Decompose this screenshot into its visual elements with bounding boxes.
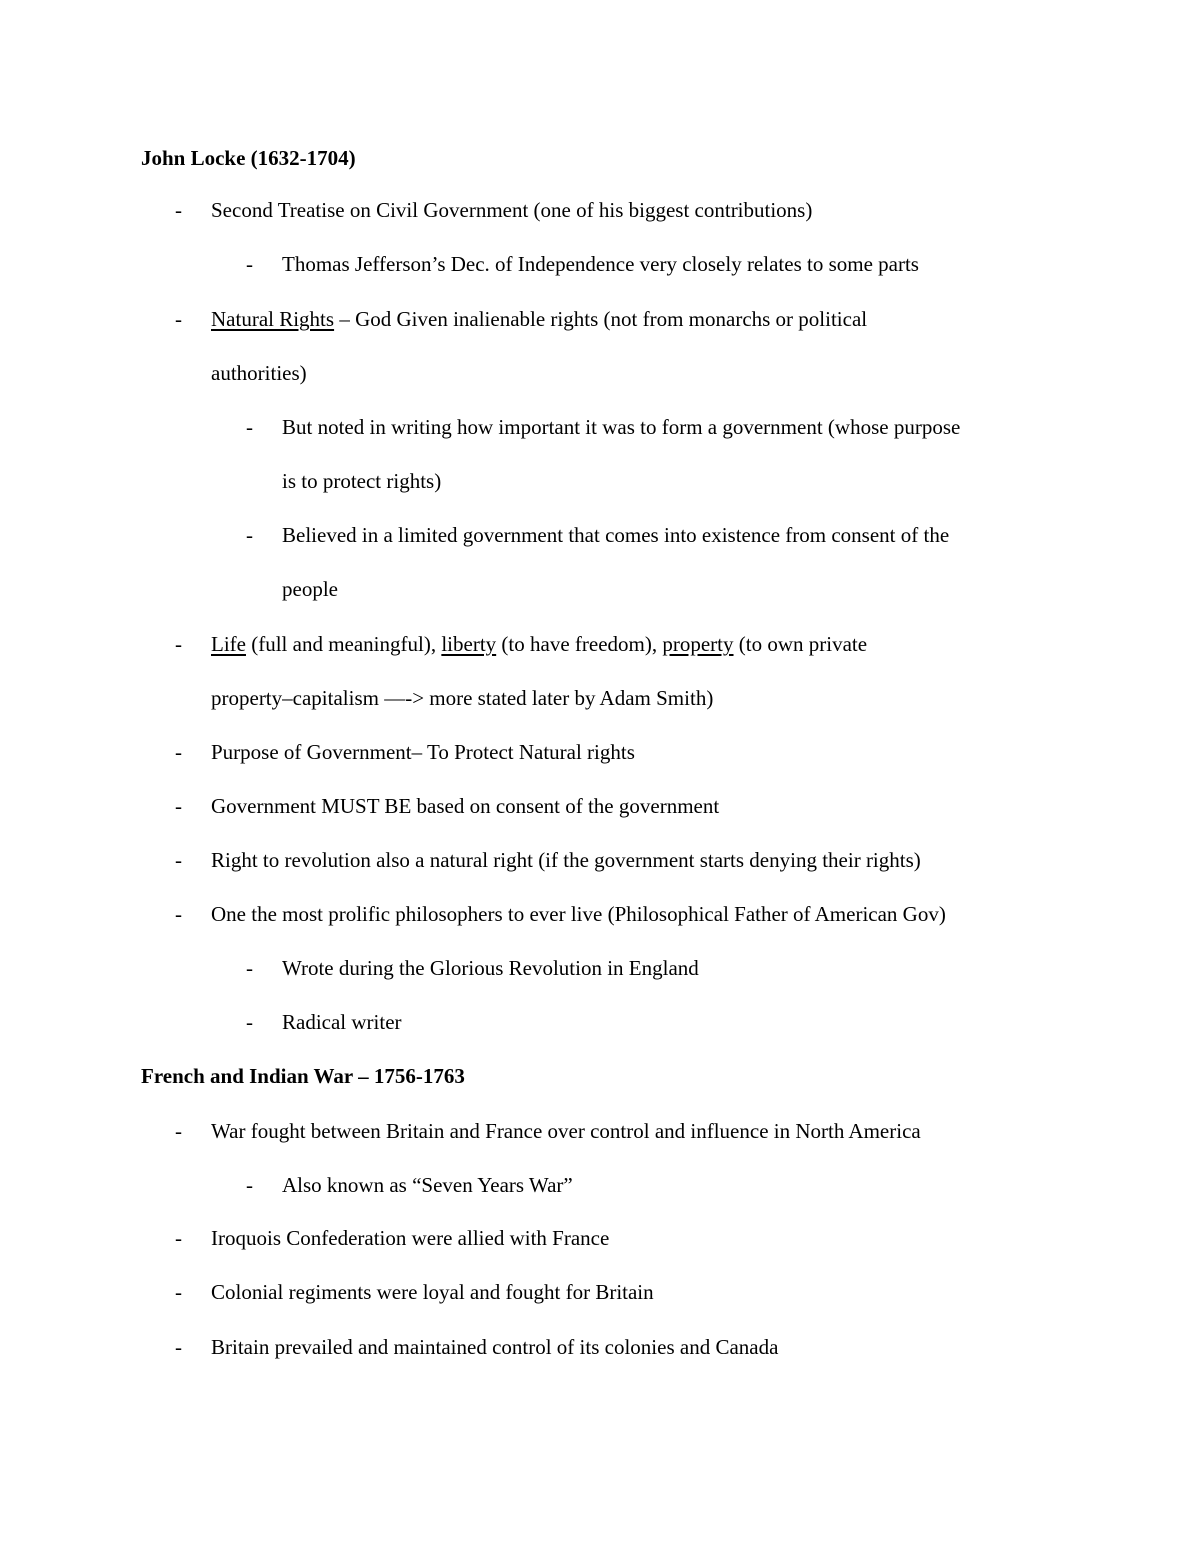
bullet-dash: -	[175, 740, 182, 764]
list-item-text: authorities)	[211, 361, 307, 385]
bullet-dash: -	[246, 956, 253, 980]
term-liberty: liberty	[441, 632, 497, 656]
list-item-text: Government MUST BE based on consent of the government	[211, 794, 720, 818]
list-item-text	[211, 307, 867, 331]
list-item-text: Radical writer	[282, 1010, 402, 1034]
section-heading-french-indian-war: French and Indian War – 1756-1763	[141, 1064, 465, 1088]
bullet-dash: -	[175, 1335, 182, 1359]
definition-text: (full and meaningful),	[245, 632, 442, 656]
bullet-dash: -	[175, 1280, 182, 1304]
bullet-dash: -	[175, 198, 182, 222]
term-property: property	[662, 632, 734, 656]
list-item-text: Britain prevailed and maintained control of its colonies and Canada	[211, 1335, 779, 1359]
list-item-text: But noted in writing how important it was to form a government (whose purpose	[282, 415, 961, 439]
bullet-dash: -	[246, 252, 253, 276]
list-item-text: Colonial regiments were loyal and fought for Britain	[211, 1280, 654, 1304]
list-item-text: property–capitalism —-> more stated later by Adam Smith)	[211, 686, 714, 710]
list-item-text: Second Treatise on Civil Government (one of his biggest contributions)	[211, 198, 813, 222]
term-natural-rights: Natural Rights	[211, 307, 335, 331]
list-item-text: people	[282, 577, 338, 601]
term-life: Life	[211, 632, 246, 656]
section-heading-john-locke: John Locke (1632-1704)	[141, 146, 356, 170]
list-item-text: Believed in a limited government that comes into existence from consent of the	[282, 523, 950, 547]
list-item-text: Also known as “Seven Years War”	[282, 1173, 573, 1197]
definition-text: (to own private	[733, 632, 868, 656]
list-item-text: One the most prolific philosophers to ever live (Philosophical Father of American Gov)	[211, 902, 946, 926]
definition-text: (to have freedom),	[496, 632, 663, 656]
list-item-text: War fought between Britain and France over control and influence in North America	[211, 1119, 921, 1143]
list-item-text: Purpose of Government– To Protect Natural rights	[211, 740, 635, 764]
bullet-dash: -	[246, 523, 253, 547]
definition-text: – God Given inalienable rights (not from monarchs or political	[334, 307, 868, 331]
bullet-dash: -	[246, 1010, 253, 1034]
list-item-text: Iroquois Confederation were allied with France	[211, 1226, 610, 1250]
list-item-text: Right to revolution also a natural right (if the government starts denying their rights)	[211, 848, 921, 872]
bullet-dash: -	[175, 902, 182, 926]
list-item-text: is to protect rights)	[282, 469, 442, 493]
bullet-dash: -	[175, 307, 182, 331]
list-item-text: Thomas Jefferson’s Dec. of Independence very closely relates to some parts	[282, 252, 919, 276]
bullet-dash: -	[175, 1226, 182, 1250]
bullet-dash: -	[175, 794, 182, 818]
list-item-text	[211, 632, 867, 656]
bullet-dash: -	[246, 1173, 253, 1197]
bullet-dash: -	[175, 632, 182, 656]
bullet-dash: -	[246, 415, 253, 439]
list-item-text: Wrote during the Glorious Revolution in England	[282, 956, 699, 980]
bullet-dash: -	[175, 848, 182, 872]
bullet-dash: -	[175, 1119, 182, 1143]
